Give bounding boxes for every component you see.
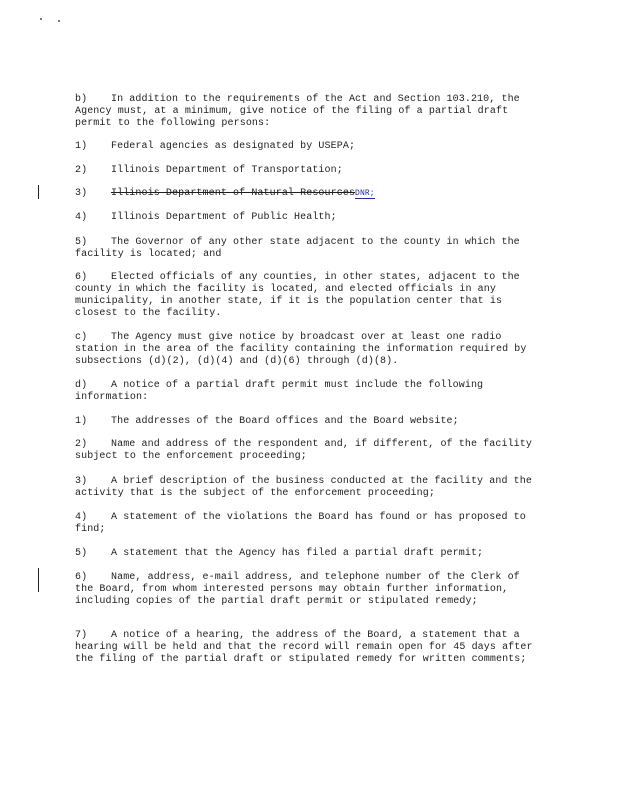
paragraph-number: 4) (75, 512, 88, 523)
paragraph-text: Elected officials of any counties, in other states, adjacent to the county in which the facility is located, and elected officials in any municipality, in another state, if it is the population center that is closest to the facility. (75, 272, 526, 319)
paragraph-number: 1) (75, 141, 88, 152)
paragraph-b-2 (75, 165, 533, 177)
paragraph-text: A brief description of the business conducted at the facility and the activity that is the subject of the enforcement proceeding; (75, 476, 539, 499)
paragraph-d-5 (75, 548, 533, 560)
inserted-text: DNR; (355, 189, 375, 198)
paragraph-text: In addition to the requirements of the Act and Section 103.210, the Agency must, at a minimum, give notice of the filing of a partial draft permit to the following persons: (75, 94, 526, 129)
paragraph-d (75, 380, 533, 404)
paragraph-text: The Governor of any other state adjacent to the county in which the facility is located; and (75, 237, 526, 260)
paragraph-number: 5) (75, 237, 88, 248)
paragraph-d-1 (75, 416, 533, 428)
scan-speck (58, 20, 60, 22)
paragraph-text: Name, address, e-mail address, and telephone number of the Clerk of the Board, from whom interested persons may obtain further information, including copies of the partial draft permit or stipulated remedy; (75, 572, 526, 607)
paragraph-text: A notice of a partial draft permit must include the following information: (75, 380, 490, 403)
paragraph-number: 3) (75, 188, 88, 199)
paragraph-text: A statement of the violations the Board has found or has proposed to find; (75, 512, 532, 535)
paragraph-text: Illinois Department of Public Health; (111, 212, 337, 223)
paragraph-d-6 (75, 572, 533, 608)
paragraph-number: 6) (75, 572, 88, 583)
paragraph-text: Name and address of the respondent and, if different, of the facility subject to the enforcement proceeding; (75, 439, 539, 462)
paragraph-number: c) (75, 332, 88, 343)
paragraph-number: 1) (75, 416, 88, 427)
paragraph-text: The addresses of the Board offices and the Board website; (111, 416, 459, 427)
paragraph-b-6 (75, 272, 533, 320)
paragraph-b (75, 94, 533, 130)
paragraph-d-2 (75, 439, 539, 463)
paragraph-text: The Agency must give notice by broadcast over at least one radio station in the area of the facility containing the information required by subsections (d)(2), (d)(4) and (d)(6) through (d)(8). (75, 332, 533, 367)
struck-text: Illinois Department of Natural Resources (111, 188, 356, 199)
paragraph-text: Federal agencies as designated by USEPA; (111, 141, 356, 152)
paragraph-b-1 (75, 141, 533, 153)
paragraph-b-4 (75, 212, 533, 224)
paragraph-text: Illinois Department of Transportation; (111, 165, 343, 176)
paragraph-number: 3) (75, 476, 88, 487)
paragraph-number: 6) (75, 272, 88, 283)
paragraph-number: 5) (75, 548, 88, 559)
paragraph-d-3 (75, 476, 539, 500)
change-bar (38, 568, 39, 592)
paragraph-b-3 (75, 188, 533, 200)
scan-speck (40, 18, 42, 20)
paragraph-number: 7) (75, 630, 88, 641)
paragraph-number: 4) (75, 212, 88, 223)
paragraph-text: A notice of a hearing, the address of the Board, a statement that a hearing will be held and that the record will remain open for 45 days after the filing of the partial draft or stipulated remedy for written comments; (75, 630, 539, 665)
paragraph-number: d) (75, 380, 88, 391)
paragraph-number: 2) (75, 165, 88, 176)
paragraph-d-4 (75, 512, 533, 536)
paragraph-c (75, 332, 533, 368)
paragraph-b-5 (75, 237, 533, 261)
change-bar (38, 185, 39, 199)
paragraph-d-7 (75, 630, 539, 666)
paragraph-number: 2) (75, 439, 88, 450)
paragraph-text: A statement that the Agency has filed a partial draft permit; (111, 548, 484, 559)
paragraph-number: b) (75, 94, 88, 105)
